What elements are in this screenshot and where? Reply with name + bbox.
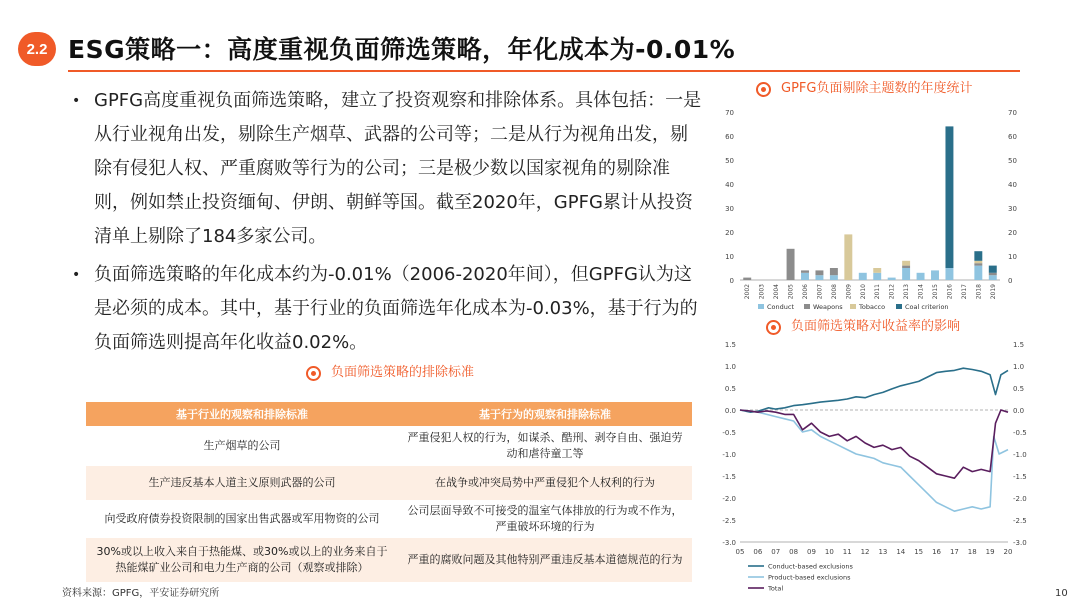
bar-segment: [830, 275, 838, 280]
table-row: [86, 538, 692, 582]
bar-segment: [945, 126, 953, 268]
table-caption: [306, 364, 496, 381]
bar-segment: [974, 251, 982, 261]
y-tick-label-right: 0.5: [1013, 385, 1025, 393]
legend-label: Conduct-based exclusions: [768, 562, 853, 571]
exclusion-criteria-table: [86, 402, 692, 582]
x-tick-label: 10: [824, 548, 834, 556]
bullet-dot-icon: •: [72, 267, 81, 283]
bar-segment: [989, 266, 997, 273]
y-tick-label-right: 0.0: [1013, 407, 1025, 415]
y-tick-label-left: 30: [725, 205, 734, 213]
target-icon: [766, 320, 781, 335]
table-cell: 生产烟草的公司: [86, 426, 398, 466]
y-tick-label-left: -0.5: [722, 429, 736, 437]
bar-segment: [989, 273, 997, 275]
y-tick-label-left: 50: [725, 157, 734, 165]
x-tick-label: 2002: [744, 284, 752, 300]
target-icon: [756, 82, 771, 97]
bar-segment: [974, 261, 982, 263]
bar-segment: [917, 273, 925, 280]
series-line: [740, 410, 1008, 478]
x-tick-label: 2010: [859, 284, 867, 300]
y-tick-label-right: -0.5: [1013, 429, 1027, 437]
x-tick-label: 13: [878, 548, 888, 556]
y-tick-label-right: -1.5: [1013, 473, 1027, 481]
bar-segment: [859, 273, 867, 280]
bar-segment: [743, 278, 751, 280]
line-chart: [712, 336, 1042, 598]
bar-segment: [945, 268, 953, 280]
x-tick-label: 18: [967, 548, 977, 556]
bullet-list: [68, 84, 702, 364]
x-tick-label: 2008: [830, 284, 838, 300]
bullet-text: GPFG高度重视负面筛选策略，建立了投资观察和排除体系。具体包括：一是从行业视角出发，剔除生产烟草、武器的公司等；二是从行为视角出发，剔除有侵犯人权、严重腐败等行为的公司；三是极少数以国家视角的剔除准则，例如禁止投资缅甸、伊朗、朝鲜等国。截至2020年，GPFG累计从投资清单上剔除了184多家公司。: [94, 90, 702, 247]
bar-segment: [815, 275, 823, 280]
y-tick-label-right: 50: [1008, 157, 1017, 165]
bar-chart-caption: [756, 80, 972, 97]
bullet-item: [68, 258, 702, 360]
x-tick-label: 2009: [845, 284, 853, 300]
bar-segment: [830, 268, 838, 275]
x-tick-label: 09: [807, 548, 816, 556]
bar-segment: [902, 261, 910, 266]
x-tick-label: 08: [789, 548, 799, 556]
line-chart-caption: [766, 318, 960, 335]
bar-segment: [902, 266, 910, 268]
x-tick-label: 2013: [903, 284, 911, 300]
table-cell: 生产违反基本人道主义原则武器的公司: [86, 466, 398, 500]
x-tick-label: 16: [932, 548, 941, 556]
bar-segment: [873, 268, 881, 273]
bar-chart: [712, 100, 1032, 315]
bar-segment: [844, 234, 852, 280]
x-tick-label: 2006: [802, 284, 809, 300]
x-tick-label: 05: [735, 548, 745, 556]
y-tick-label-right: 1.0: [1013, 363, 1025, 371]
bar-segment: [801, 270, 809, 272]
target-icon: [306, 366, 321, 381]
bar-segment: [989, 275, 997, 280]
bar-segment: [974, 263, 982, 265]
bar-segment: [931, 270, 939, 280]
bar-segment: [815, 270, 823, 275]
section-number-badge: 2.2: [18, 32, 56, 66]
table-header-industry: 基于行业的观察和排除标准: [86, 402, 398, 426]
y-tick-label-right: 40: [1008, 181, 1017, 189]
x-tick-label: 19: [985, 548, 995, 556]
legend-swatch: [804, 304, 810, 309]
y-tick-label-left: 0.0: [724, 407, 736, 415]
page-title: ESG策略一：高度重视负面筛选策略，年化成本为-0.01%: [68, 35, 736, 64]
x-tick-label: 17: [949, 548, 959, 556]
x-tick-label: 2005: [787, 284, 795, 300]
source-note: 资料来源：GPFG，平安证券研究所: [62, 588, 220, 599]
table-header-conduct: 基于行为的观察和排除标准: [398, 402, 692, 426]
x-tick-label: 06: [753, 548, 763, 556]
table-row: [86, 426, 692, 466]
table-caption-text: 负面筛选策略的排除标准: [331, 365, 475, 380]
x-tick-label: 2017: [960, 284, 968, 300]
table-row: [86, 466, 692, 500]
y-tick-label-right: 20: [1008, 229, 1017, 237]
legend-label: Total: [768, 584, 784, 593]
table-cell: 公司层面导致不可接受的温室气体排放的行为或不作为，严重破坏环境的行为: [398, 500, 692, 538]
x-tick-label: 2003: [758, 284, 766, 300]
y-tick-label-right: 30: [1008, 205, 1017, 213]
y-tick-label-left: 0: [729, 277, 734, 285]
bar-segment: [902, 268, 910, 280]
y-tick-label-right: -3.0: [1013, 539, 1027, 547]
y-tick-label-left: 70: [725, 109, 734, 117]
x-tick-label: 2014: [917, 284, 925, 300]
y-tick-label-left: 20: [725, 229, 734, 237]
y-tick-label-right: 10: [1008, 253, 1017, 261]
table-row: [86, 500, 692, 538]
y-tick-label-left: -1.0: [722, 451, 736, 459]
legend-label: Coal criterion: [905, 303, 949, 311]
bullet-dot-icon: •: [72, 93, 81, 109]
bar-chart-title: GPFG负面剔除主题数的年度统计: [781, 81, 973, 96]
y-tick-label-right: 0: [1008, 277, 1013, 285]
bullet-item: [68, 84, 702, 254]
y-tick-label-left: -2.5: [722, 517, 736, 525]
page-number: 10: [1055, 588, 1068, 599]
series-line: [740, 410, 1008, 511]
series-line: [740, 368, 1008, 412]
y-tick-label-right: -2.0: [1013, 495, 1027, 503]
y-tick-label-right: -2.5: [1013, 517, 1027, 525]
y-tick-label-left: 40: [725, 181, 734, 189]
bar-segment: [801, 273, 809, 280]
y-tick-label-left: 10: [725, 253, 734, 261]
legend-swatch: [850, 304, 856, 309]
x-tick-label: 15: [914, 548, 924, 556]
x-tick-label: 07: [771, 548, 781, 556]
x-tick-label: 2004: [773, 284, 781, 300]
y-tick-label-left: -3.0: [722, 539, 736, 547]
legend-swatch: [758, 304, 764, 309]
y-tick-label-right: 60: [1008, 133, 1017, 141]
x-tick-label: 20: [1003, 548, 1013, 556]
y-tick-label-right: 70: [1008, 109, 1017, 117]
x-tick-label: 2015: [932, 284, 939, 300]
x-tick-label: 2016: [946, 284, 954, 300]
y-tick-label-left: 0.5: [724, 385, 736, 393]
x-tick-label: 2007: [816, 284, 824, 300]
y-tick-label-left: -2.0: [722, 495, 736, 503]
legend-swatch: [896, 304, 902, 309]
bullet-text: 负面筛选策略的年化成本约为-0.01%（2006-2020年间），但GPFG认为这是必须的成本。其中，基于行业的负面筛选年化成本为-0.03%，基于行为的负面筛选则提高年化收益0.02%。: [94, 264, 698, 353]
x-tick-label: 11: [842, 548, 852, 556]
bar-segment: [873, 273, 881, 280]
x-tick-label: 2012: [888, 284, 896, 300]
line-chart-title: 负面筛选策略对收益率的影响: [791, 319, 961, 334]
legend-label: Product-based exclusions: [768, 573, 851, 582]
bar-segment: [974, 266, 982, 280]
y-tick-label-left: 1.0: [724, 363, 736, 371]
table-cell: 严重的腐败问题及其他特别严重违反基本道德规范的行为: [398, 538, 692, 582]
table-header-row: [86, 402, 692, 426]
y-tick-label-left: -1.5: [722, 473, 736, 481]
table-cell: 在战争或冲突局势中严重侵犯个人权利的行为: [398, 466, 692, 500]
table-cell: 30%或以上收入来自于热能煤、或30%或以上的业务来自于热能煤矿业公司和电力生产商的公司（观察或排除）: [86, 538, 398, 582]
legend-label: Conduct: [767, 303, 795, 311]
bar-segment: [787, 249, 795, 280]
legend-label: Tobacco: [859, 303, 886, 311]
table-cell: 严重侵犯人权的行为，如谋杀、酷刑、剥夺自由、强迫劳动和虐待童工等: [398, 426, 692, 466]
y-tick-label-right: -1.0: [1013, 451, 1027, 459]
x-tick-label: 12: [860, 548, 870, 556]
legend-label: Weapons: [813, 303, 843, 311]
x-tick-label: 14: [896, 548, 906, 556]
y-tick-label-left: 1.5: [724, 341, 736, 349]
x-tick-label: 2011: [874, 284, 882, 300]
y-tick-label-left: 60: [725, 133, 734, 141]
bar-segment: [888, 278, 896, 280]
y-tick-label-right: 1.5: [1013, 341, 1025, 349]
x-tick-label: 2018: [975, 284, 983, 300]
x-tick-label: 2019: [989, 284, 997, 300]
table-cell: 向受政府债券投资限制的国家出售武器或军用物资的公司: [86, 500, 398, 538]
title-divider: [68, 70, 1020, 72]
